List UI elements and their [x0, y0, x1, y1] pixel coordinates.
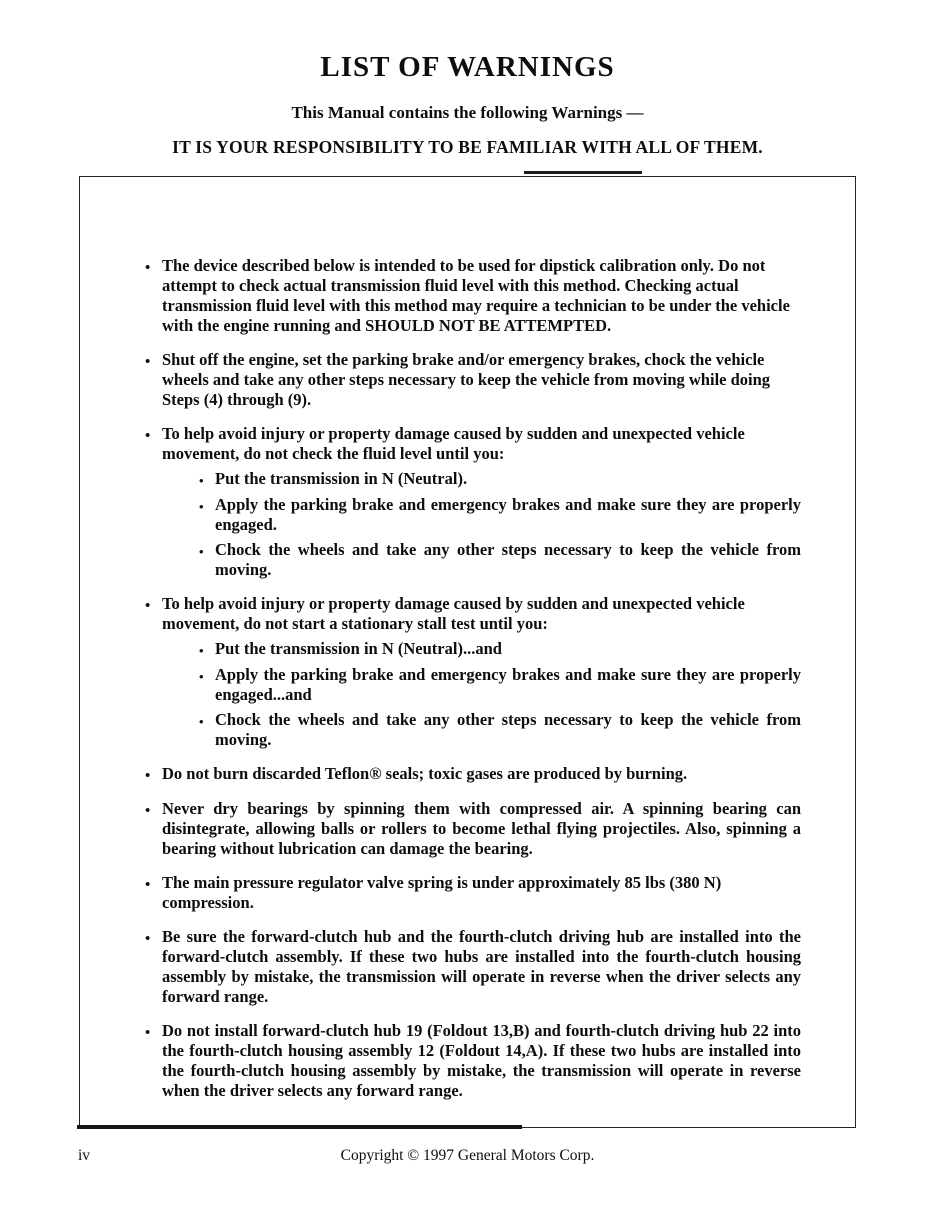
- sub-bullet-icon: [199, 540, 215, 580]
- warning-text: The main pressure regulator valve spring is under approximately 85 lbs (380 N) compression.: [162, 873, 722, 912]
- warning-item: [145, 1021, 801, 1101]
- warning-text: Do not install forward-clutch hub 19 (Foldout 13,B) and fourth-clutch driving hub 22 into the fourth-clutch housing assembly 12 (Foldout 14,A). If these two hubs are installed into the fourth-clutch housing assembly by mistake, the transmission will operate in reverse when the driver selects any forward range.: [162, 1021, 801, 1100]
- warning-text: Be sure the forward-clutch hub and the fourth-clutch driving hub are installed into the forward-clutch assembly. If these two hubs are installed into the fourth-clutch housing assembly by mistake, the transmission will operate in reverse when the driver selects any forward range.: [162, 927, 801, 1006]
- sub-warning-text: Apply the parking brake and emergency brakes and make sure they are properly engaged...and: [215, 665, 801, 704]
- sub-warnings-list: [199, 639, 801, 750]
- sub-bullet-icon: [199, 710, 215, 750]
- warning-item: [145, 764, 801, 785]
- bullet-icon: [145, 350, 162, 410]
- bullet-icon: [145, 799, 162, 859]
- bullet-icon: [145, 1021, 162, 1101]
- responsibility-notice: IT IS YOUR RESPONSIBILITY TO BE FAMILIAR WITH ALL OF THEM.: [172, 137, 763, 157]
- bullet-icon: [145, 927, 162, 1007]
- manual-subtitle: This Manual contains the following Warnings —: [291, 103, 644, 122]
- sub-warning-item: [199, 710, 801, 750]
- sub-bullet-icon: [199, 639, 215, 660]
- sub-warning-item: [199, 495, 801, 535]
- sub-warning-item: [199, 540, 801, 580]
- warning-text: Never dry bearings by spinning them with compressed air. A spinning bearing can disintegrate, allowing balls or rollers to become lethal flying projectiles. Also, spinning a bearing without lubrication can damage the bearing.: [162, 799, 801, 858]
- bullet-icon: [145, 594, 162, 750]
- scan-artifact-bottom-border: [77, 1125, 522, 1129]
- scan-artifact-top-border: [524, 171, 642, 174]
- sub-warning-text: Put the transmission in N (Neutral).: [215, 469, 468, 488]
- bullet-icon: [145, 764, 162, 785]
- sub-warning-text: Chock the wheels and take any other steps necessary to keep the vehicle from moving.: [215, 710, 801, 749]
- warning-text: To help avoid injury or property damage caused by sudden and unexpected vehicle movement, do not check the fluid level until you:: [162, 424, 745, 463]
- page-title: LIST OF WARNINGS: [320, 51, 615, 83]
- warning-item: [145, 350, 801, 410]
- sub-warning-item: [199, 665, 801, 705]
- bullet-icon: [145, 256, 162, 336]
- warning-item: [145, 594, 801, 750]
- warnings-box: [79, 176, 856, 1128]
- sub-bullet-icon: [199, 665, 215, 705]
- warnings-list: [80, 177, 855, 1101]
- sub-warning-text: Apply the parking brake and emergency brakes and make sure they are properly engaged.: [215, 495, 801, 534]
- sub-bullet-icon: [199, 495, 215, 535]
- page-number: iv: [78, 1147, 91, 1164]
- bullet-icon: [145, 873, 162, 913]
- warning-item: [145, 873, 801, 913]
- sub-warnings-list: [199, 469, 801, 580]
- warning-text: The device described below is intended to be used for dipstick calibration only. Do not attempt to check actual transmission fluid level with this method. Checking actual transmission fluid level with this method may require a technician to be under the vehicle with the engine running and SHOULD NOT BE ATTEMPTED.: [162, 256, 790, 335]
- warning-text: Shut off the engine, set the parking brake and/or emergency brakes, chock the vehicle wheels and take any other steps necessary to keep the vehicle from moving while doing Steps (4) through (9).: [162, 350, 771, 409]
- warning-text: Do not burn discarded Teflon® seals; toxic gases are produced by burning.: [162, 764, 688, 783]
- sub-bullet-icon: [199, 469, 215, 490]
- sub-warning-text: Chock the wheels and take any other steps necessary to keep the vehicle from moving.: [215, 540, 801, 579]
- warning-item: [145, 927, 801, 1007]
- warning-item: [145, 256, 801, 336]
- warning-text: To help avoid injury or property damage caused by sudden and unexpected vehicle movement, do not start a stationary stall test until you:: [162, 594, 745, 633]
- warning-item: [145, 799, 801, 859]
- sub-warning-item: [199, 639, 801, 660]
- sub-warning-text: Put the transmission in N (Neutral)...and: [215, 639, 502, 658]
- bullet-icon: [145, 424, 162, 580]
- warning-item: [145, 424, 801, 580]
- copyright-notice: Copyright © 1997 General Motors Corp.: [340, 1147, 595, 1164]
- sub-warning-item: [199, 469, 801, 490]
